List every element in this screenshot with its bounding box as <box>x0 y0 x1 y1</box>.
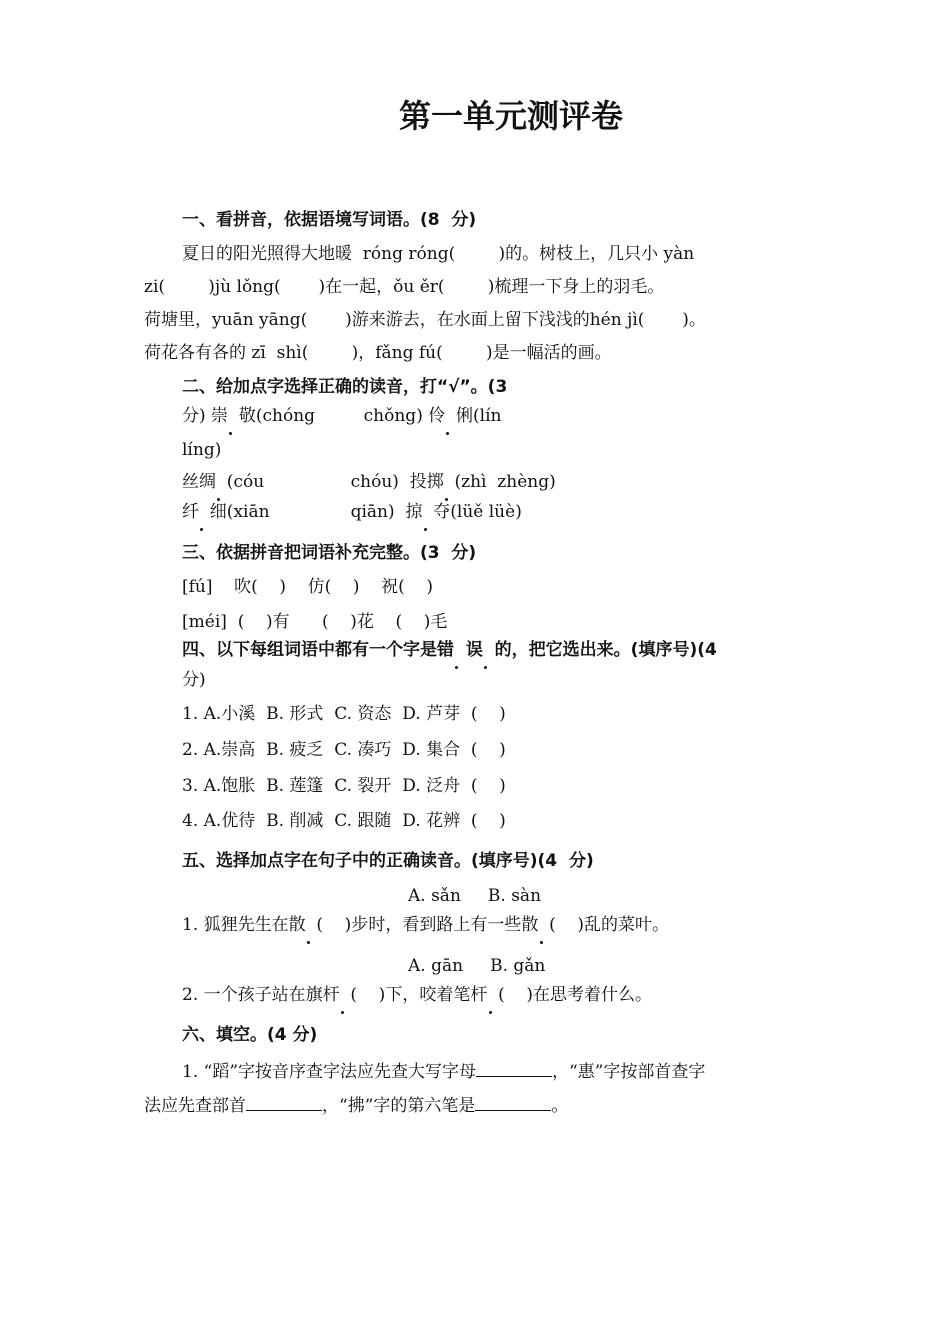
emphasis-dot <box>422 499 427 525</box>
section-2-row-2: líng) <box>182 440 222 460</box>
list-item: 1. A.小溪 B. 形式 C. 资态 D. 芦芽 ( ) <box>182 704 506 724</box>
emphasis-dot <box>483 637 489 663</box>
section-2-row-3: 丝绸 (cóu chóu) 投掷 (zhì zhèng) <box>182 469 556 495</box>
list-item: 2. A.崇高 B. 疲乏 C. 凑巧 D. 集合 ( ) <box>182 740 506 760</box>
emphasis-dot <box>228 403 233 429</box>
section-6-line-2: 法应先查部首 ，“拂”字的第六笔是 。 <box>144 1092 568 1119</box>
section-5-heading: 五、选择加点字在句子中的正确读音。(填序号)(4 分) <box>182 851 594 871</box>
section-1-line-3: 荷塘里，yuān yāng( )游来游去，在水面上留下浅浅的hén jì( )。 <box>144 310 706 330</box>
section-2-row-4: 纤 细(xiān qiān) 掠 夺(lüě lüè) <box>182 499 522 525</box>
emphasis-dot <box>445 403 450 429</box>
emphasis-dot <box>487 982 492 1008</box>
section-6-heading: 六、填空。(4 分) <box>182 1025 318 1045</box>
options-2: A. gān B. gǎn <box>408 956 546 976</box>
emphasis-dot <box>306 912 311 938</box>
section-6-line-1: 1. “蹈”字按音序查字法应先查大写字母 ，“惠”字按部首查字 <box>182 1058 705 1085</box>
section-4-heading-cont: 分) <box>182 670 206 690</box>
emphasis-dot <box>216 469 221 495</box>
section-4-heading: 四、以下每组词语中都有一个字是错 误 的，把它选出来。(填序号)(4 <box>182 637 717 663</box>
section-3-row-2: [méi] ( )有 ( )花 ( )毛 <box>182 612 448 632</box>
section-1-heading: 一、看拼音，依据语境写词语。(8 分) <box>182 210 477 230</box>
question-5-2: 2. 一个孩子站在旗杆 ( )下，咬着笔杆 ( )在思考着什么。 <box>182 982 652 1008</box>
emphasis-dot <box>340 982 345 1008</box>
section-1-line-1: 夏日的阳光照得大地暖 róng róng( )的。树枝上，几只小 yàn <box>182 244 695 264</box>
section-2-heading: 二、给加点字选择正确的读音，打“√”。(3 <box>182 377 508 397</box>
section-3-row-1: [fú] 吹( ) 仿( ) 祝( ) <box>182 577 433 597</box>
answer-blank[interactable] <box>475 1092 551 1111</box>
list-item: 3. A.饱胀 B. 莲篷 C. 裂开 D. 泛舟 ( ) <box>182 776 506 796</box>
answer-blank[interactable] <box>476 1058 552 1077</box>
section-3-heading: 三、依据拼音把词语补充完整。(3 分) <box>182 543 477 563</box>
emphasis-dot <box>538 912 543 938</box>
options-1: A. sǎn B. sàn <box>408 886 542 906</box>
question-5-1: 1. 狐狸先生在散 ( )步时，看到路上有一些散 ( )乱的菜叶。 <box>182 912 669 938</box>
emphasis-dot <box>444 469 449 495</box>
emphasis-dot <box>199 499 204 525</box>
section-2-row-1: 分) 崇 敬(chóng chǒng) 伶 俐(lín <box>182 403 502 429</box>
section-1-line-2: zi( )jù lǒng( )在一起，ǒu ěr( )梳理一下身上的羽毛。 <box>144 277 665 297</box>
emphasis-dot <box>454 637 460 663</box>
list-item: 4. A.优待 B. 削减 C. 跟随 D. 花辨 ( ) <box>182 811 506 831</box>
answer-blank[interactable] <box>246 1092 322 1111</box>
section-1-line-4: 荷花各有各的 zī shì( )，fǎng fú( )是一幅活的画。 <box>144 343 612 363</box>
page-title: 第一单元测评卷 <box>398 97 623 135</box>
